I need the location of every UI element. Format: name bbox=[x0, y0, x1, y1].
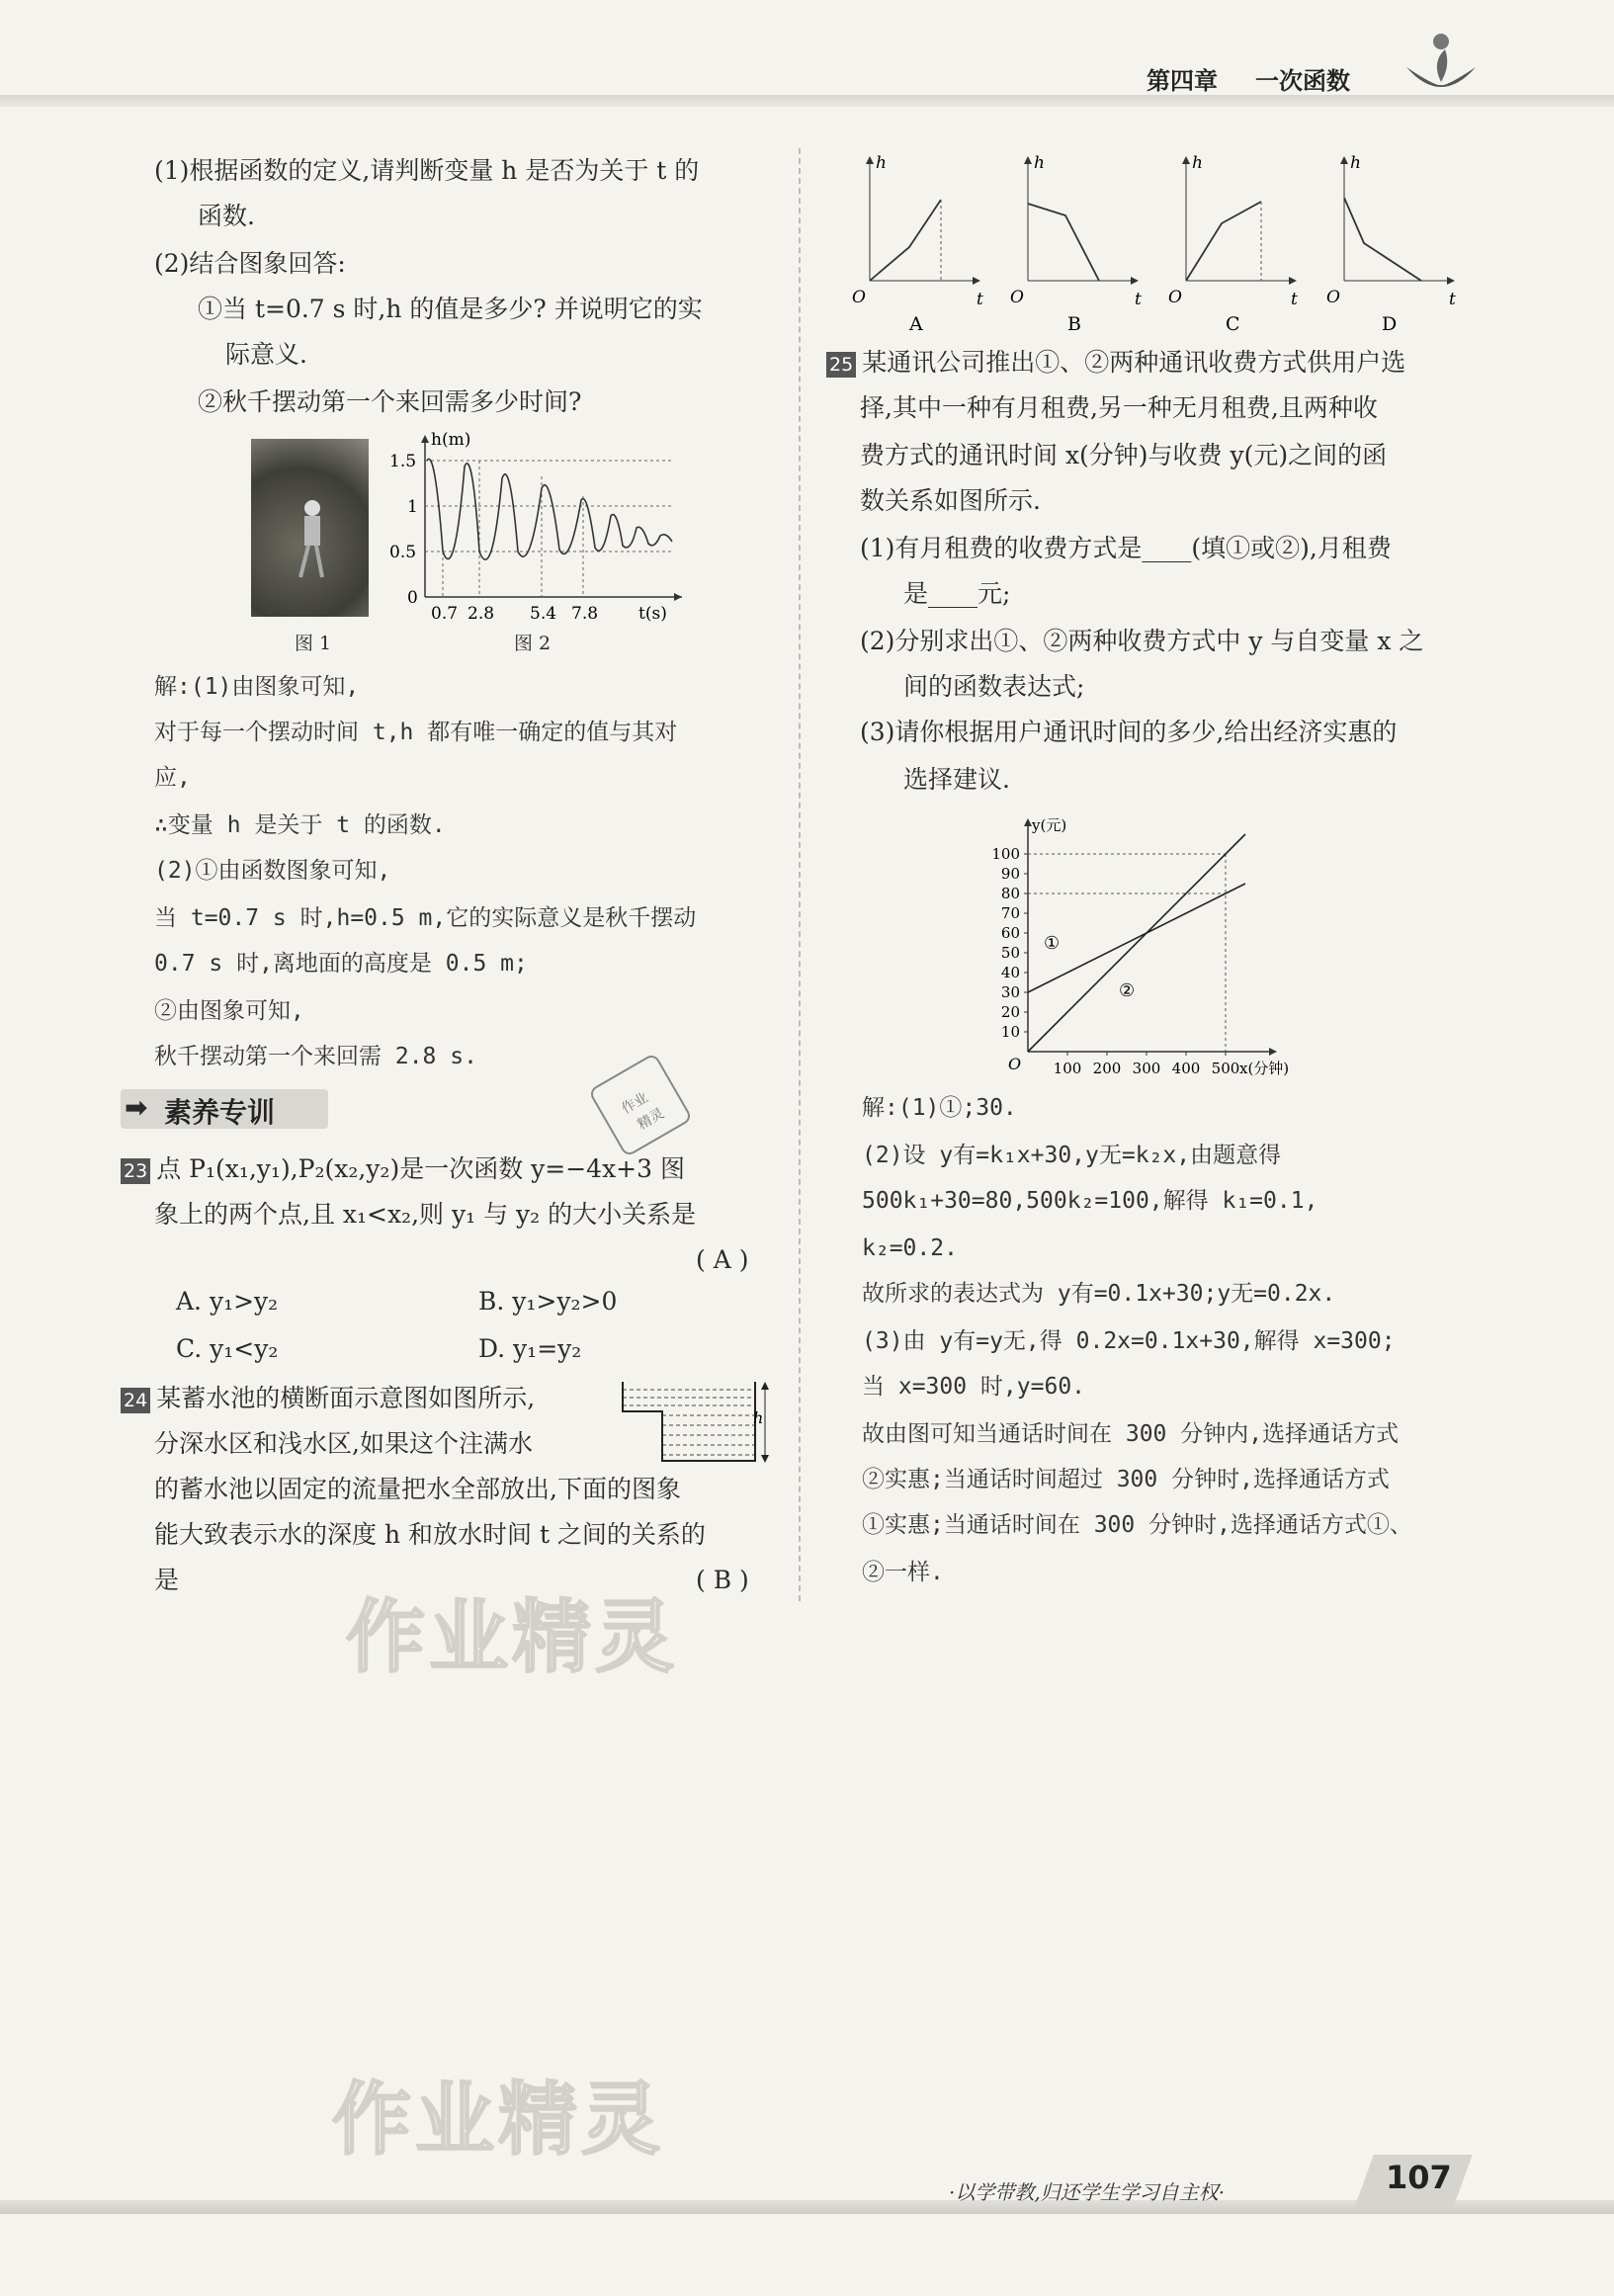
q23-text: 点 P₁(x₁,y₁),P₂(x₂,y₂)是一次函数 y=−4x+3 图 bbox=[156, 1154, 685, 1183]
section-title: 素养专训 bbox=[164, 1096, 276, 1129]
q-intro-line: (1)根据函数的定义,请判断变量 h 是否为关于 t 的 bbox=[154, 156, 700, 185]
y-tick-label: 70 bbox=[1000, 904, 1020, 922]
q23-line: 象上的两个点,且 x₁<x₂,则 y₁ 与 y₂ 的大小关系是 bbox=[154, 1200, 697, 1229]
r-solution-line: 当 x=300 时,y=60. bbox=[862, 1374, 1086, 1400]
svg-text:O: O bbox=[1168, 288, 1182, 307]
svg-text:O: O bbox=[1010, 288, 1024, 307]
solution-line: ∴变量 h 是关于 t 的函数. bbox=[154, 812, 446, 838]
solution-line: 秋千摆动第一个来回需 2.8 s. bbox=[154, 1044, 477, 1069]
svg-text:精灵: 精灵 bbox=[635, 1105, 667, 1134]
arrow-icon: ➡ bbox=[125, 1091, 148, 1124]
svg-text:t: t bbox=[1291, 290, 1298, 309]
q24-answer: ( B ) bbox=[696, 1566, 749, 1594]
svg-text:O: O bbox=[1326, 288, 1340, 307]
y-tick-label: 50 bbox=[1000, 944, 1020, 962]
y-tick-label: 30 bbox=[1000, 983, 1020, 1001]
q24-text: 某蓄水池的横断面示意图如图所示, bbox=[156, 1384, 536, 1412]
fig2-origin: 0 bbox=[407, 588, 418, 608]
chapter-title: 一次函数 bbox=[1255, 67, 1350, 95]
q23-option: A. y₁>y₂ bbox=[176, 1287, 279, 1316]
q25-number: 25 bbox=[826, 352, 856, 378]
q24-line: 能大致表示水的深度 h 和放水时间 t 之间的关系的 bbox=[154, 1520, 706, 1549]
fig2-ytick: 1 bbox=[407, 497, 418, 517]
q25-line bbox=[826, 340, 1405, 385]
r-solution-line: ②实惠;当通话时间超过 300 分钟时,选择通话方式 bbox=[862, 1467, 1390, 1492]
q23-answer: ( A ) bbox=[696, 1245, 749, 1274]
r-solution-line: (3)由 y有=y无,得 0.2x=0.1x+30,解得 x=300; bbox=[862, 1328, 1396, 1354]
r-solution-line: k₂=0.2. bbox=[862, 1235, 958, 1261]
series-label: ② bbox=[1119, 980, 1136, 1001]
r-solution-line: (2)设 y有=k₁x+30,y无=k₂x,由题意得 bbox=[862, 1143, 1282, 1168]
q24-line: 的蓄水池以固定的流量把水全部放出,下面的图象 bbox=[154, 1475, 681, 1503]
page-number: 107 bbox=[1386, 2159, 1452, 2196]
q25-sub: (1)有月租费的收费方式是____(填①或②),月租费 bbox=[860, 534, 1392, 562]
r-solution-line: 故由图可知当通话时间在 300 分钟内,选择通话方式 bbox=[862, 1421, 1400, 1447]
solution-line: 应, bbox=[154, 765, 191, 791]
chart-origin: O bbox=[1008, 1055, 1022, 1073]
fig2-xtick: 2.8 bbox=[467, 604, 495, 624]
q24-line: 分深水区和浅水区,如果这个注满水 bbox=[154, 1429, 533, 1458]
fig2-xlabel: t(s) bbox=[638, 604, 667, 624]
svg-text:A: A bbox=[909, 313, 923, 335]
pool-h-label: h bbox=[753, 1408, 764, 1427]
chapter-label: 第四章 bbox=[1147, 67, 1218, 95]
q24-line bbox=[121, 1376, 535, 1421]
q25-sub: 选择建议. bbox=[903, 765, 1010, 794]
swing-photo bbox=[251, 439, 369, 617]
svg-text:t: t bbox=[1135, 290, 1142, 309]
fig1-caption: 图 1 bbox=[295, 633, 332, 654]
x-axis-arrow bbox=[1269, 1048, 1277, 1056]
r-solution-line: 500k₁+30=80,500k₂=100,解得 k₁=0.1, bbox=[862, 1188, 1318, 1214]
x-tick-label: 100 bbox=[1053, 1060, 1082, 1077]
solution-line: 对于每一个摆动时间 t,h 都有唯一确定的值与其对 bbox=[154, 720, 678, 745]
y-tick-label: 40 bbox=[1000, 964, 1020, 981]
svg-text:h: h bbox=[1192, 153, 1203, 173]
q25-line: 数关系如图所示. bbox=[860, 486, 1041, 515]
q23-line bbox=[121, 1147, 685, 1192]
x-tick-label: 400 bbox=[1171, 1060, 1201, 1077]
svg-text:D: D bbox=[1382, 313, 1398, 335]
r-solution-line: ①实惠;当通话时间在 300 分钟时,选择通话方式①、 bbox=[862, 1512, 1412, 1538]
y-tick-label: 90 bbox=[1000, 865, 1020, 883]
y-tick-label: 60 bbox=[1000, 924, 1020, 942]
solution-line: 当 t=0.7 s 时,h=0.5 m,它的实际意义是秋千摆动 bbox=[154, 905, 697, 931]
stamp-icon bbox=[589, 1054, 692, 1156]
svg-text:h: h bbox=[1034, 153, 1045, 173]
svg-text:t: t bbox=[1449, 290, 1456, 309]
q25-line: 费方式的通讯时间 x(分钟)与收费 y(元)之间的函 bbox=[860, 441, 1388, 469]
r-solution-line: ②一样. bbox=[862, 1560, 944, 1585]
q25-sub: (2)分别求出①、②两种收费方式中 y 与自变量 x 之 bbox=[860, 627, 1424, 655]
y-tick-label: 20 bbox=[1000, 1003, 1020, 1021]
fee-chart bbox=[978, 807, 1334, 1083]
mini-graph-d bbox=[1326, 153, 1456, 335]
q25-sub: 间的函数表达式; bbox=[903, 672, 1085, 701]
y-tick-label: 80 bbox=[1000, 885, 1020, 902]
chart-ylabel: y(元) bbox=[1032, 816, 1067, 834]
q-intro-line: (2)结合图象回答: bbox=[154, 249, 346, 278]
q23-option: C. y₁<y₂ bbox=[176, 1334, 279, 1363]
svg-text:B: B bbox=[1067, 313, 1081, 335]
svg-text:h: h bbox=[1350, 153, 1361, 173]
fig2-ytick: 0.5 bbox=[389, 543, 417, 562]
fig2-ytick: 1.5 bbox=[389, 452, 417, 471]
column-divider bbox=[799, 148, 801, 1601]
series-line bbox=[1028, 884, 1245, 992]
svg-text:O: O bbox=[852, 288, 866, 307]
x-tick-label: 300 bbox=[1132, 1060, 1161, 1077]
option-graphs bbox=[830, 148, 1473, 336]
r-solution-line: 解:(1)①;30. bbox=[862, 1095, 1017, 1121]
q25-sub: (3)请你根据用户通讯时间的多少,给出经济实惠的 bbox=[860, 718, 1398, 746]
fig2-caption: 图 2 bbox=[514, 633, 552, 654]
mini-graph-b bbox=[1010, 153, 1142, 335]
svg-text:t: t bbox=[977, 290, 983, 309]
fig2-xtick: 5.4 bbox=[530, 604, 557, 624]
solution-line: 0.7 s 时,离地面的高度是 0.5 m; bbox=[154, 951, 528, 977]
q24-number: 24 bbox=[121, 1388, 150, 1413]
svg-text:h: h bbox=[876, 153, 887, 173]
header-bar bbox=[0, 95, 1614, 107]
q25-line: 择,其中一种有月租费,另一种无月租费,且两种收 bbox=[860, 393, 1378, 422]
q23-option: B. y₁>y₂>0 bbox=[478, 1287, 618, 1316]
chart-xlabel: x(分钟) bbox=[1239, 1060, 1290, 1077]
svg-text:作业: 作业 bbox=[619, 1089, 651, 1118]
solution-line: ②由图象可知, bbox=[154, 998, 304, 1024]
mini-graph-a bbox=[852, 153, 983, 335]
solution-line: 解:(1)由图象可知, bbox=[154, 674, 360, 700]
watermark: 作业精灵 bbox=[332, 2074, 664, 2166]
y-axis-arrow bbox=[1024, 818, 1032, 826]
x-tick-label: 200 bbox=[1092, 1060, 1122, 1077]
series-line bbox=[1028, 834, 1245, 1052]
r-solution-line: 故所求的表达式为 y有=0.1x+30;y无=0.2x. bbox=[862, 1281, 1336, 1307]
q-intro-line: 际意义. bbox=[225, 340, 307, 369]
swing-height-graph bbox=[385, 427, 692, 625]
fig2-ylabel: h(m) bbox=[431, 430, 471, 450]
series-label: ① bbox=[1044, 933, 1061, 954]
pool-diagram bbox=[617, 1376, 775, 1463]
fig2-xtick: 0.7 bbox=[431, 604, 459, 624]
q-intro-line: ②秋千摆动第一个来回需多少时间? bbox=[198, 387, 582, 416]
q23-option: D. y₁=y₂ bbox=[478, 1334, 582, 1363]
q24-line: 是 bbox=[154, 1566, 180, 1594]
mini-graph-c bbox=[1168, 153, 1298, 335]
watermark: 作业精灵 bbox=[346, 1591, 678, 1683]
fig2-xtick: 7.8 bbox=[571, 604, 599, 624]
q-intro-line: ①当 t=0.7 s 时,h 的值是多少? 并说明它的实 bbox=[198, 295, 703, 323]
logo-icon bbox=[1402, 28, 1481, 107]
x-tick-label: 500 bbox=[1211, 1060, 1240, 1077]
q23-number: 23 bbox=[121, 1158, 150, 1184]
solution-line: (2)①由函数图象可知, bbox=[154, 858, 391, 884]
q-intro-line: 函数. bbox=[198, 202, 255, 230]
y-tick-label: 100 bbox=[991, 845, 1020, 863]
q25-text: 某通讯公司推出①、②两种通讯收费方式供用户选 bbox=[862, 348, 1406, 377]
svg-text:C: C bbox=[1226, 313, 1240, 335]
footer-slogan: ·以学带教,归还学生学习自主权· bbox=[949, 2180, 1226, 2204]
y-tick-label: 10 bbox=[1000, 1023, 1020, 1041]
q25-sub: 是____元; bbox=[903, 579, 1011, 608]
